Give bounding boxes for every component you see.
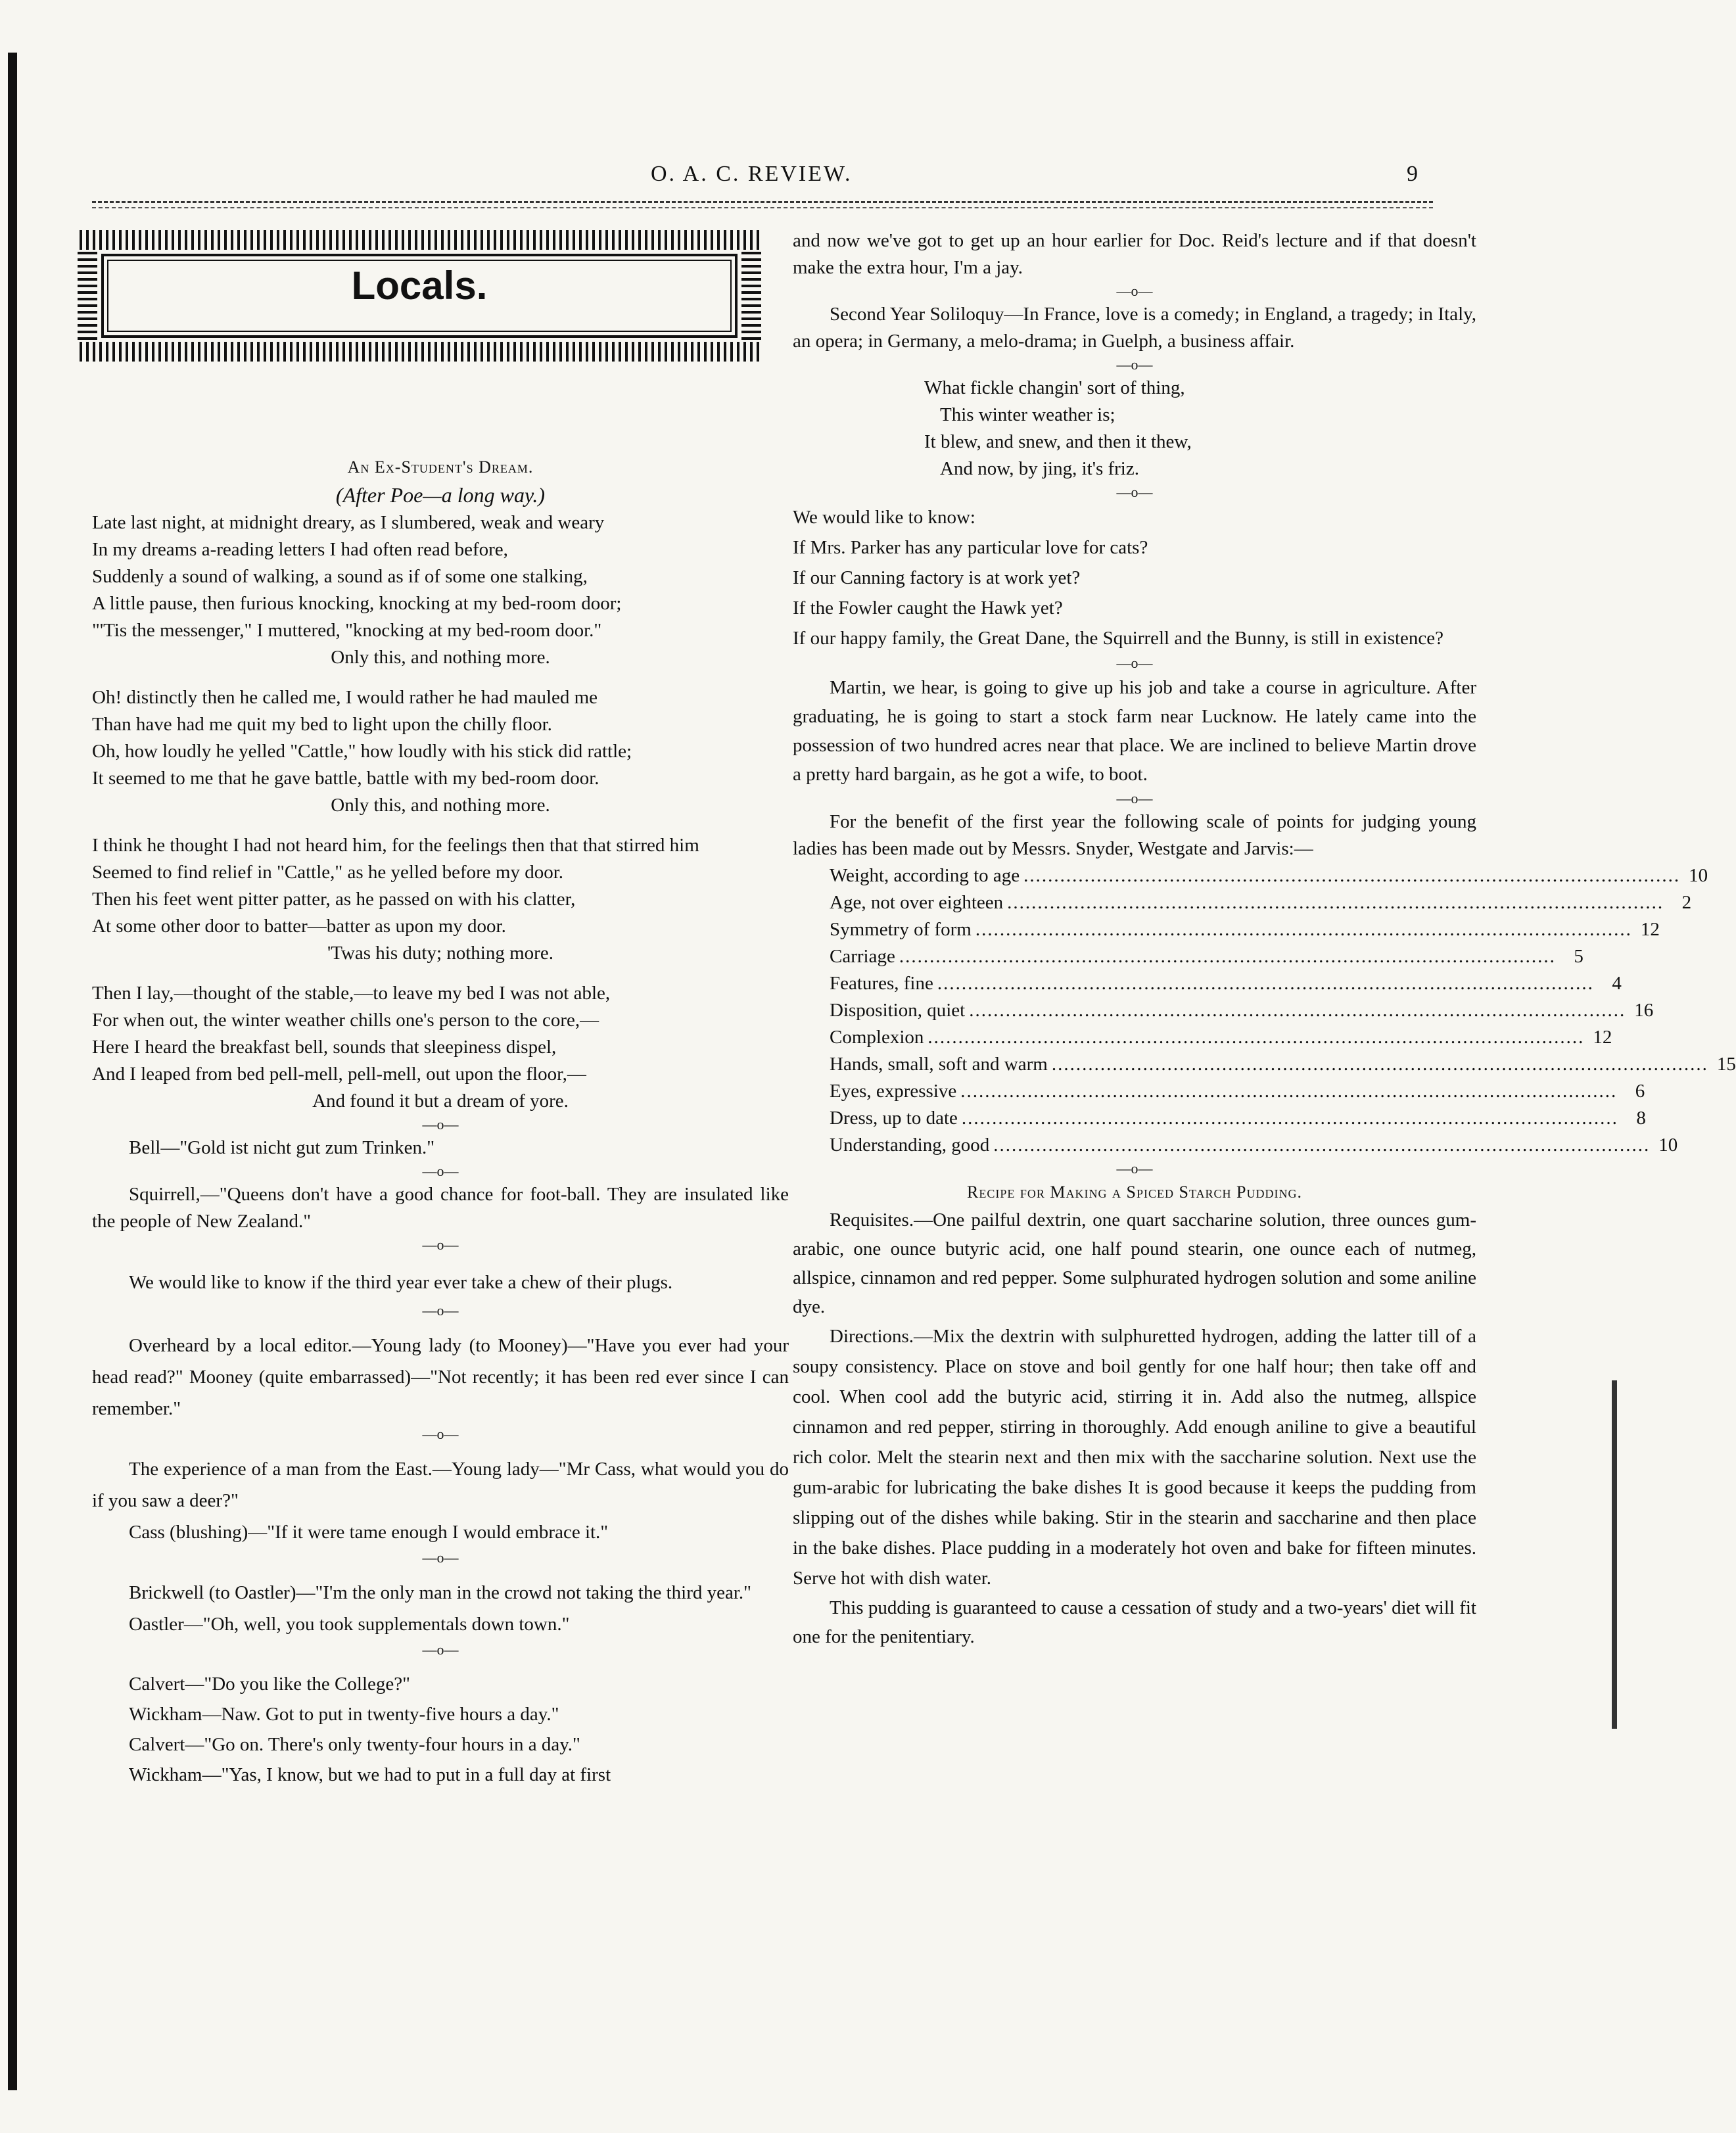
separator: —o—	[422, 1163, 459, 1179]
weather-verse	[793, 375, 1476, 482]
scale-label: Hands, small, soft and warm	[830, 1054, 1048, 1075]
scale-row: Age, not over eighteen ............................................................................................................ 2	[830, 889, 1450, 916]
know-item: If Mrs. Parker has any particular love for cats?	[793, 537, 1148, 558]
separator: —o—	[422, 1302, 459, 1319]
points-scale-table	[793, 862, 1736, 1159]
poem-line: Than have had me quit my bed to light upon the chilly floor.	[92, 714, 552, 735]
poem-line: Oh, how loudly he yelled "Cattle," how loudly with his stick did rattle;	[92, 741, 632, 762]
scale-value: 10	[1658, 1135, 1678, 1156]
left-column	[92, 454, 789, 1790]
scale-label: Understanding, good	[830, 1135, 990, 1156]
separator: —o—	[422, 1641, 459, 1658]
poem-line: Seemed to find relief in "Cattle," as he yelled before my door.	[92, 862, 564, 883]
local-item: Wickham—"Yas, I know, but we had to put in a full day at first	[129, 1764, 611, 1785]
local-item: Overheard by a local editor.—Young lady (to Mooney)—"Have you ever had your head read?" Mooney (quite embarrassed)—"Not recently; it has been red ever since I can remember."	[92, 1335, 789, 1419]
separator: —o—	[1116, 484, 1153, 500]
scale-row: Symmetry of form ............................................................................................................ 12	[830, 916, 1450, 943]
poem-line: Oh! distinctly then he called me, I would rather he had mauled me	[92, 687, 598, 708]
poem-refrain: 'Twas his duty; nothing more.	[327, 943, 553, 964]
scale-intro: For the benefit of the first year the following scale of points for judging young ladies has been made out by Messrs. Snyder, Westgate and Jarvis:—	[793, 811, 1476, 859]
poem-line: Then I lay,—thought of the stable,—to leave my bed I was not able,	[92, 983, 611, 1004]
scale-row: Understanding, good ............................................................................................................ 10	[830, 1132, 1450, 1159]
recipe-closing: This pudding is guaranteed to cause a cessation of study and a two-years' diet will fit one for the penitentiary.	[793, 1597, 1476, 1647]
local-item: Calvert—"Go on. There's only twenty-four hours in a day."	[129, 1734, 580, 1755]
scale-value: 16	[1634, 1000, 1654, 1021]
local-item: We would like to know if the third year ever take a chew of their plugs.	[129, 1272, 673, 1293]
scale-label: Symmetry of form	[830, 919, 972, 940]
locals-banner	[78, 230, 761, 362]
know-item: If our Canning factory is at work yet?	[793, 567, 1081, 588]
poem-line: Late last night, at midnight dreary, as I slumbered, weak and weary	[92, 512, 605, 533]
scale-label: Complexion	[830, 1027, 924, 1048]
local-item: Brickwell (to Oastler)—"I'm the only man in the crowd not taking the third year."	[129, 1582, 752, 1603]
separator: —o—	[1116, 356, 1153, 373]
local-item: Squirrell,—"Queens don't have a good chance for foot-ball. They are insulated like the people of New Zealand."	[92, 1184, 789, 1232]
poem-line: I think he thought I had not heard him, for the feelings then that that stirred him	[92, 835, 699, 856]
scale-row: Disposition, quiet ............................................................................................................ 16	[830, 997, 1450, 1024]
poem-refrain: Only this, and nothing more.	[331, 795, 550, 816]
scale-label: Dress, up to date	[830, 1108, 958, 1129]
verse-line: And now, by jing, it's friz.	[940, 458, 1139, 479]
local-item: Wickham—Naw. Got to put in twenty-five hours a day."	[129, 1704, 559, 1725]
poem-stanza	[92, 509, 789, 671]
separator: —o—	[422, 1236, 459, 1253]
scale-value: 12	[1593, 1027, 1612, 1048]
scale-value: 2	[1681, 892, 1692, 913]
poem-refrain: And found it but a dream of yore.	[312, 1090, 569, 1112]
local-item: Oastler—"Oh, well, you took supplementals down town."	[129, 1614, 570, 1635]
continuation-paragraph: and now we've got to get up an hour earlier for Doc. Reid's lecture and if that doesn't make the extra hour, I'm a jay.	[793, 230, 1476, 278]
poem-line: Here I heard the breakfast bell, sounds that sleepiness dispel,	[92, 1037, 557, 1058]
scale-label: Weight, according to age	[830, 865, 1020, 886]
header-rule	[92, 201, 1433, 208]
poem-refrain: Only this, and nothing more.	[331, 647, 550, 668]
local-item: Calvert—"Do you like the College?"	[129, 1674, 410, 1695]
poem-subtitle: (After Poe—a long way.)	[335, 483, 546, 507]
poem-line: At some other door to batter—batter as upon my door.	[92, 916, 506, 937]
separator: —o—	[1116, 283, 1153, 299]
verse-line: This winter weather is;	[940, 404, 1115, 425]
poem-line: And I leaped from bed pell-mell, pell-mell, out upon the floor,—	[92, 1064, 586, 1085]
separator: —o—	[1116, 1160, 1153, 1177]
scale-row: Eyes, expressive ............................................................................................................ 6	[830, 1078, 1450, 1105]
scale-label: Eyes, expressive	[830, 1081, 957, 1102]
poem-stanza	[92, 980, 789, 1115]
verse-line: What fickle changin' sort of thing,	[924, 377, 1185, 398]
scale-value: 5	[1574, 946, 1584, 967]
poem	[92, 509, 789, 1115]
poem-line: "'Tis the messenger," I muttered, "knocking at my bed-room door."	[92, 620, 602, 641]
scale-row: Complexion ............................................................................................................ 12	[830, 1024, 1450, 1051]
scale-row: Weight, according to age ............................................................................................................ 10	[830, 862, 1450, 889]
poem-stanza	[92, 684, 789, 819]
separator: —o—	[422, 1549, 459, 1566]
poem-line: In my dreams a-reading letters I had often read before,	[92, 539, 508, 560]
martin-paragraph: Martin, we hear, is going to give up his job and take a course in agriculture. After graduating, he is going to start a stock farm near Lucknow. He lately came into the possession of two hundred acres near that place. We are inclined to believe Martin drove a pretty hard bargain, as he got a wife, to boot.	[793, 677, 1476, 785]
know-item: If the Fowler caught the Hawk yet?	[793, 598, 1063, 619]
know-item: If our happy family, the Great Dane, the Squirrell and the Bunny, is still in existence?	[793, 628, 1444, 649]
soliloquy-paragraph: Second Year Soliloquy—In France, love is a comedy; in England, a tragedy; in Italy, an opera; in Germany, a melo-drama; in Guelph, a business affair.	[793, 304, 1476, 352]
separator: —o—	[1116, 790, 1153, 807]
scale-value: 4	[1612, 973, 1622, 994]
scale-value: 10	[1689, 865, 1708, 886]
running-title: O. A. C. REVIEW.	[651, 162, 853, 186]
know-intro: We would like to know:	[793, 507, 975, 528]
scale-value: 8	[1636, 1108, 1646, 1129]
separator: —o—	[422, 1426, 459, 1442]
poem-title: An Ex-Student's Dream.	[347, 457, 534, 477]
scale-row: Dress, up to date ............................................................................................................ 8	[830, 1105, 1450, 1132]
separator: —o—	[1116, 655, 1153, 671]
recipe-title: Recipe for Making a Spiced Starch Pudding.	[967, 1183, 1302, 1202]
poem-line: Then his feet went pitter patter, as he passed on with his clatter,	[92, 889, 576, 910]
recipe-requisites: Requisites.—One pailful dextrin, one quart saccharine solution, three ounces gum-arabic, one ounce butyric acid, one half pound stearin, one ounce each of nutmeg, allspice, cinnamon and red pepper. Some sulphurated hydrogen solution and some aniline dye.	[793, 1209, 1476, 1317]
scale-label: Age, not over eighteen	[830, 892, 1004, 913]
poem-stanza	[92, 832, 789, 967]
scale-label: Carriage	[830, 946, 895, 967]
separator: —o—	[422, 1116, 459, 1133]
local-item: The experience of a man from the East.—Young lady—"Mr Cass, what would you do if you saw a deer?"	[92, 1459, 789, 1511]
left-edge-bar	[8, 53, 17, 2090]
right-edge-mark	[1612, 1380, 1617, 1729]
scale-value: 6	[1635, 1081, 1645, 1102]
right-column	[793, 227, 1736, 1651]
scale-label: Disposition, quiet	[830, 1000, 966, 1021]
scale-row: Features, fine ............................................................................................................ 4	[830, 970, 1450, 997]
scale-label: Features, fine	[830, 973, 933, 994]
page-number: 9	[1407, 162, 1420, 186]
locals-title: Locals.	[351, 264, 488, 308]
poem-line: Suddenly a sound of walking, a sound as if of some one stalking,	[92, 566, 588, 587]
scale-value: 15	[1716, 1054, 1736, 1075]
local-item: Bell—"Gold ist nicht gut zum Trinken."	[129, 1137, 435, 1158]
recipe-directions: Directions.—Mix the dextrin with sulphuretted hydrogen, adding the latter till of a soupy consistency. Place on stove and boil gently for one half hour; then take off and cool. When cool add the butyric acid, stirring it in. Add also the nutmeg, allspice cinnamon and red pepper, stirring in thoroughly. Add enough aniline to give a beautiful rich color. Melt the stearin next and then mix with the saccharine solution. Next use the gum-arabic for lubricating the bake dishes It is good because it keeps the pudding from slipping out of the dishes while baking. Stir in the stearin and saccharine and then place in the bake dishes. Place pudding in a moderately hot oven and bake for fifteen minutes. Serve hot with dish water.	[793, 1326, 1476, 1589]
poem-line: For when out, the winter weather chills one's person to the core,—	[92, 1010, 599, 1031]
scale-row: Hands, small, soft and warm ............................................................................................................ 15	[830, 1051, 1450, 1078]
poem-line: It seemed to me that he gave battle, battle with my bed-room door.	[92, 768, 599, 789]
poem-line: A little pause, then furious knocking, knocking at my bed-room door;	[92, 593, 622, 614]
local-item: Cass (blushing)—"If it were tame enough I would embrace it."	[129, 1522, 609, 1543]
verse-line: It blew, and snew, and then it thew,	[924, 431, 1192, 452]
scale-value: 12	[1640, 919, 1660, 940]
scale-row: Carriage ............................................................................................................ 5	[830, 943, 1450, 970]
